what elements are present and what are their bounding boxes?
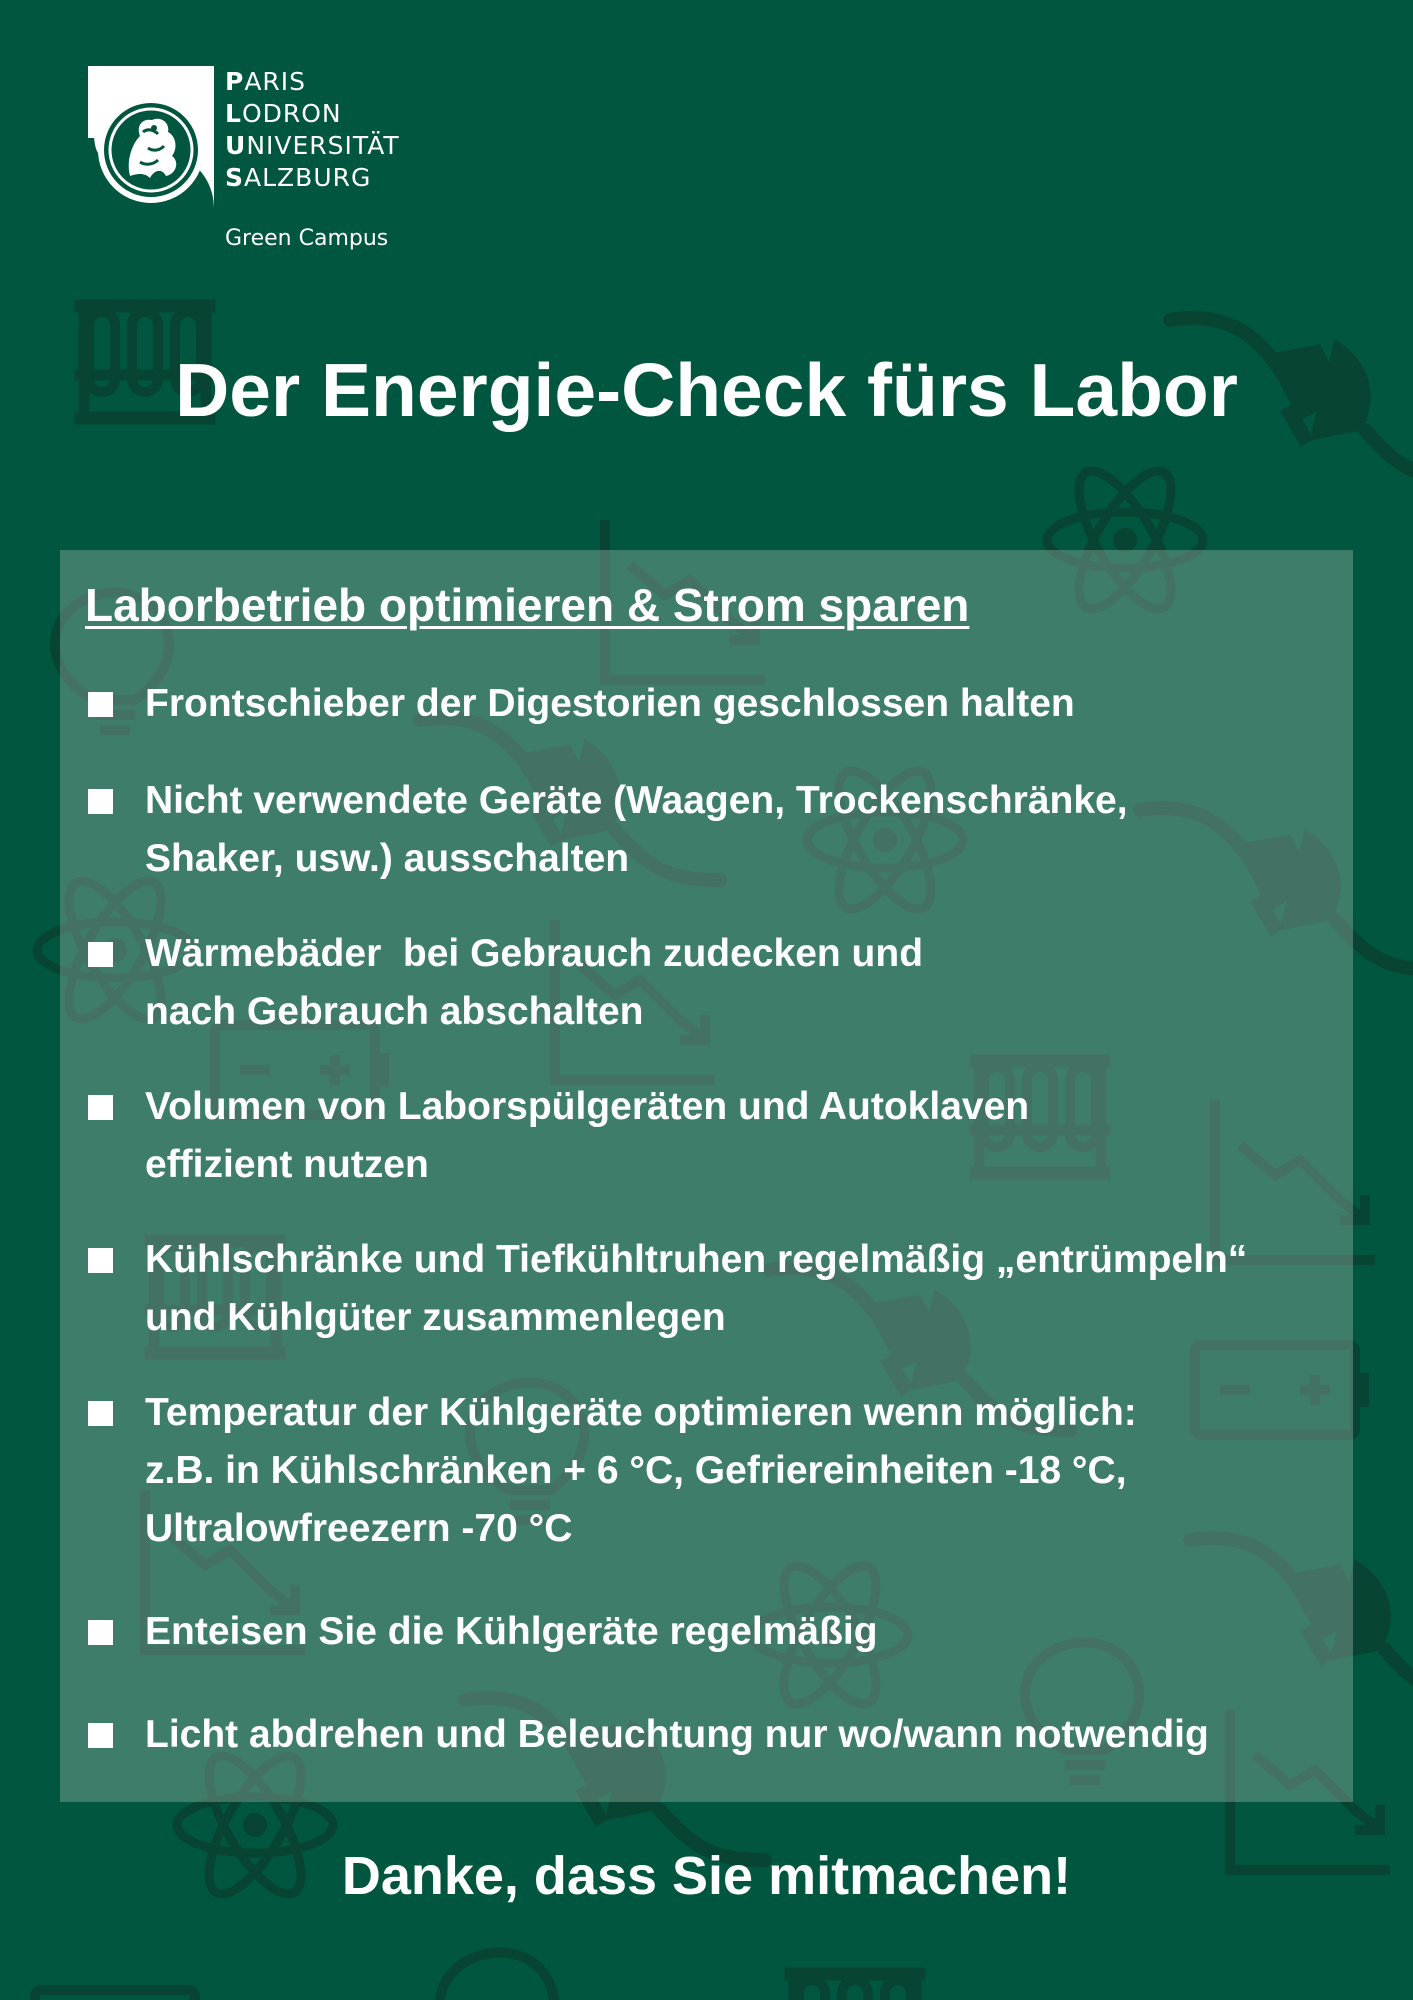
university-name (225, 66, 400, 194)
square-bullet-icon (88, 1620, 113, 1645)
section-heading: Laborbetrieb optimieren & Strom sparen (85, 579, 970, 631)
square-bullet-icon (88, 1248, 113, 1273)
logo-line-paris: PARIS (225, 67, 307, 96)
logo-subtitle: Green Campus (225, 226, 389, 251)
logo-line-lodron: LODRON (225, 99, 342, 128)
square-bullet-icon (88, 1401, 113, 1426)
tip-text: Enteisen Sie die Kühlgeräte regelmäßig (145, 1610, 878, 1653)
logo-line-universitaet: UNIVERSITÄT (225, 131, 400, 160)
tip-text: Frontschieber der Digestorien geschlossen halten (145, 682, 1075, 725)
square-bullet-icon (88, 692, 113, 717)
lion-seal-icon (88, 66, 214, 208)
thank-you-footer: Danke, dass Sie mitmachen! (341, 1846, 1072, 1906)
content-panel (60, 550, 1353, 1802)
university-logo (88, 66, 438, 266)
logo-line-salzburg: SALZBURG (225, 163, 372, 192)
tip-text: Kühlschränke und Tiefkühltruhen regelmäßig „entrümpeln“ und Kühlgüter zusammenlegen (145, 1238, 1248, 1339)
tip-text: Volumen von Laborspülgeräten und Autoklaven effizient nutzen (145, 1085, 1030, 1186)
square-bullet-icon (88, 1095, 113, 1120)
tip-text: Temperatur der Kühlgeräte optimieren wenn möglich: z.B. in Kühlschränken + 6 °C, Gefriereinheiten -18 °C, Ultralowfreezern -70 °C (145, 1391, 1137, 1550)
square-bullet-icon (88, 1723, 113, 1748)
tip-text: Licht abdrehen und Beleuchtung nur wo/wann notwendig (145, 1713, 1209, 1756)
page-title: Der Energie-Check fürs Labor (175, 348, 1238, 432)
square-bullet-icon (88, 789, 113, 814)
square-bullet-icon (88, 942, 113, 967)
tip-text: Wärmebäder bei Gebrauch zudecken und nach Gebrauch abschalten (145, 932, 924, 1033)
tip-text: Nicht verwendete Geräte (Waagen, Trockenschränke, Shaker, usw.) ausschalten (145, 779, 1128, 880)
